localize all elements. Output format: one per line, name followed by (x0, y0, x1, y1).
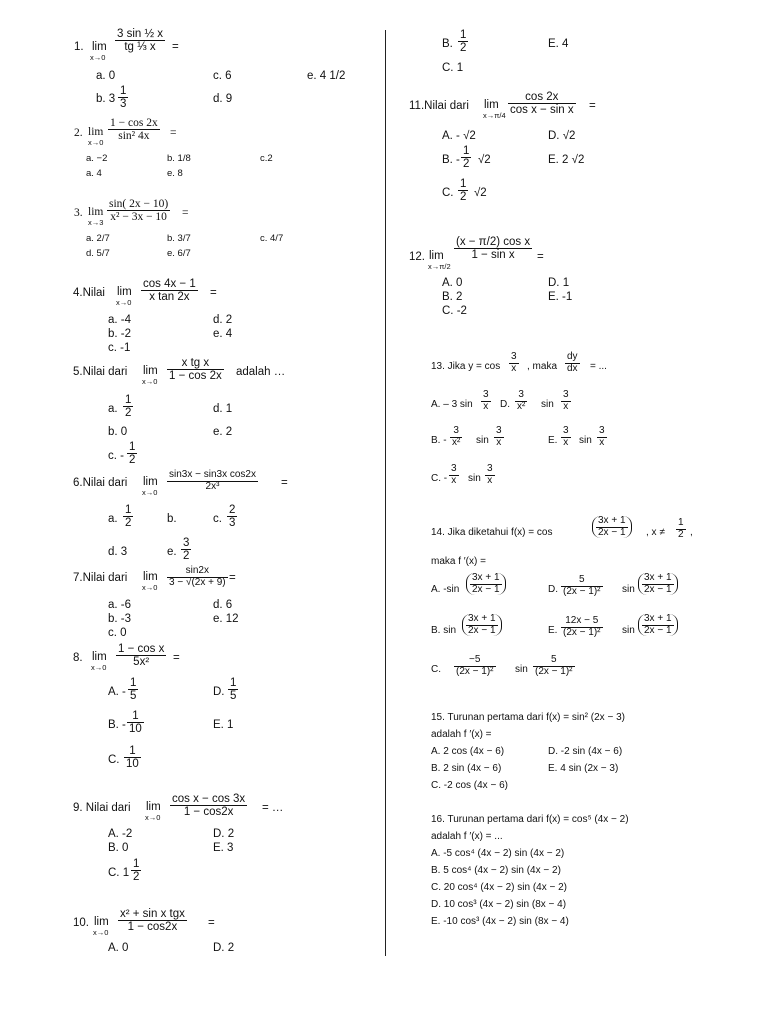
question-number: 1. (74, 41, 84, 53)
option-a: a. -4 (108, 314, 132, 326)
option-d: D. 2 (213, 828, 235, 840)
option-c-fraction: $\frac{1}{2}$ (460, 178, 467, 204)
option-b-fraction: $\frac{3}{\text{x²}}$ (452, 425, 461, 448)
option-c-fraction: $\frac{3}{x}$ (451, 463, 457, 486)
lim-subscript: x→0 (91, 663, 107, 672)
equals-sign: = (281, 477, 288, 489)
option-d-argument: $\frac{3x + 1}{2x - 1}$ (638, 573, 678, 595)
lim-label: lim (94, 916, 109, 928)
lim-label: lim (88, 206, 104, 218)
option-c: c. -1 (108, 342, 131, 354)
lim-subscript: x→0 (90, 53, 106, 62)
option-d: D. (548, 584, 558, 595)
limit-fraction: $\frac{\sin( 2x - 10)}{\text{x² − 3x − 10}}$ (109, 198, 169, 224)
lim-label: lim (143, 476, 158, 488)
option-c: C. (108, 754, 120, 766)
limit-fraction: $\frac{1 - \cos 2x}{\text{sin² 4x}}$ (110, 117, 158, 143)
lim-label: lim (92, 651, 107, 663)
option-b-root: √2 (478, 154, 491, 166)
question-number: 8. (73, 652, 83, 664)
option-d: D. 10 cos³ (4x − 2) sin (8x − 4) (431, 899, 567, 910)
option-d: D. 2 (213, 942, 235, 954)
option-a: a. (108, 403, 118, 415)
option-c-root: √2 (474, 187, 487, 199)
question-number: 11.Nilai dari (409, 100, 469, 112)
option-e-sin: sin (579, 435, 592, 446)
option-b: B. 5 cos⁴ (4x − 2) sin (4x − 2) (431, 865, 561, 876)
question-line-1: 15. Turunan pertama dari f(x) = sin² (2x − 3) (431, 712, 625, 723)
option-e: E. 2 √2 (548, 154, 585, 166)
question-line-2: adalah f ′(x) = ... (431, 831, 503, 842)
option-e: e. 12 (213, 613, 239, 625)
option-c-fraction-2: $\frac{3}{x}$ (487, 463, 493, 486)
option-d: d. 1 (213, 403, 233, 415)
lim-subscript: x→0 (142, 377, 158, 386)
question-number: 5.Nilai dari (73, 366, 128, 378)
question-number: 3. (74, 207, 83, 219)
limit-fraction: $\frac{\cos 4x - 1}{\text{x tan 2x}}$ (143, 278, 196, 304)
question-number: 6.Nilai dari (73, 477, 128, 489)
option-e: E. (548, 625, 558, 636)
option-b: B. - (108, 719, 126, 731)
option-a-fraction: $\frac{1}{2}$ (125, 394, 132, 420)
option-a: A. – 3 sin (431, 399, 473, 410)
limit-fraction: $\frac{\text{x tg x}}{1 - \cos 2x}$ (169, 357, 222, 383)
option-d: d. 6 (213, 599, 233, 611)
equals-sign: = … (262, 802, 284, 814)
option-b: B. - (431, 435, 447, 446)
limit-fraction: $\frac{\text{(x − π/2) cos x}}{\text{1 − sin x}}$ (456, 236, 531, 262)
option-d: D. (213, 686, 225, 698)
option-b: B. 2 sin (4x − 6) (431, 763, 502, 774)
option-b-prefix: b. 3 (96, 93, 116, 105)
option-c-fraction: $\frac{1}{2}$ (129, 441, 136, 467)
stem-fraction: $\frac{3}{x}$ (511, 351, 517, 374)
option-c-fraction-2: $\frac{5}{\text{(2x − 1)²}}$ (535, 654, 573, 677)
option-e: e. 4 1/2 (307, 70, 346, 82)
option-b: B. 0 (108, 842, 129, 854)
option-a2: a. 4 (86, 168, 102, 179)
option-e: e. (167, 546, 177, 558)
question-number: 7.Nilai dari (73, 572, 128, 584)
option-d-fraction: $\frac{3}{\text{x²}}$ (517, 389, 526, 412)
option-c: C. (442, 187, 454, 199)
option-a-fraction: $\frac{1}{5}$ (130, 677, 137, 703)
lim-subscript: x→0 (145, 813, 161, 822)
option-a: A. -2 (108, 828, 133, 840)
option-e: e. 4 (213, 328, 233, 340)
option-a: A. 0 (442, 277, 463, 289)
option-e-fraction: $\frac{12x - 5}{\text{(2x − 1)²}}$ (563, 615, 601, 638)
equals-sign: = (208, 917, 215, 929)
option-b-sin: sin (476, 435, 489, 446)
condition-fraction: $\frac{1}{2}$ (678, 517, 684, 540)
option-a: a. −2 (86, 153, 108, 164)
option-a: A. - √2 (442, 130, 476, 142)
lim-label: lim (429, 250, 444, 262)
option-c: c. (213, 513, 222, 525)
question-number: 4.Nilai (73, 287, 105, 299)
option-c-fraction: $\frac{-5}{\text{(2x − 1)²}}$ (456, 654, 494, 677)
option-c: C. - (431, 473, 448, 484)
option-d-fraction: $\frac{5}{\text{(2x − 1)²}}$ (563, 574, 601, 597)
option-e-fraction: $\frac{3}{2}$ (183, 537, 190, 563)
lim-subscript: x→0 (93, 928, 109, 937)
option-a: a. 2/7 (86, 233, 110, 244)
option-e: E. 3 (213, 842, 234, 854)
stem-condition: , x ≠ (646, 527, 665, 538)
option-d: d. 3 (108, 546, 128, 558)
stem-tail: = ... (590, 361, 607, 372)
limit-fraction: $\frac{\text{3 sin ½ x}}{\text{tg ⅓ x}}$ (117, 28, 164, 54)
option-a: a. -6 (108, 599, 132, 611)
option-b: b. (167, 513, 177, 525)
option-b: b. -3 (108, 613, 132, 625)
option-c: c. 6 (213, 70, 232, 82)
option-b-argument: $\frac{3x + 1}{2x - 1}$ (462, 614, 502, 636)
lim-subscript: x→0 (142, 583, 158, 592)
option-d: D. 1 (548, 277, 570, 289)
limit-fraction: $\frac{\text{x² + sin x tgx}}{1 - \cos 2x}$ (120, 908, 185, 934)
option-e-argument: $\frac{3x + 1}{2x - 1}$ (638, 614, 678, 636)
option-c: C. (431, 664, 441, 675)
option-a: A. -5 cos⁴ (4x − 2) sin (4x − 2) (431, 848, 565, 859)
option-d: D. -2 sin (4x − 6) (548, 746, 623, 757)
option-d-sin: sin (541, 399, 554, 410)
question-number: 10. (73, 917, 89, 929)
option-e: E. (548, 435, 558, 446)
option-a: A. -sin (431, 584, 460, 595)
question-line-2: maka f ′(x) = (431, 556, 486, 567)
option-a: a. 0 (96, 70, 116, 82)
lim-label: lim (88, 126, 104, 138)
option-b: b. -2 (108, 328, 132, 340)
lim-label: lim (143, 571, 158, 583)
option-d: D. (500, 399, 510, 410)
option-c: C. 1 (108, 867, 130, 879)
option-e: E. 4 (548, 38, 569, 50)
option-d-fraction: $\frac{1}{5}$ (230, 677, 237, 703)
option-d-fraction-2: $\frac{3}{x}$ (563, 389, 569, 412)
equals-sign: = (229, 572, 236, 584)
equals-sign: = (170, 127, 177, 139)
question-line-1: 16. Turunan pertama dari f(x) = cos⁵ (4x − 2) (431, 814, 629, 825)
option-c-sin: sin (515, 664, 528, 675)
option-b: B. sin (431, 625, 457, 636)
lim-subscript: x→0 (142, 488, 158, 497)
option-b-fraction: $\frac{1}{3}$ (120, 85, 127, 111)
equals-sign: = (172, 41, 179, 53)
column-divider (385, 30, 386, 956)
option-c: C. -2 cos (4x − 6) (431, 780, 508, 791)
lim-subscript: x→π/2 (428, 262, 451, 271)
option-e-sin: sin (622, 625, 635, 636)
option-b: b. 0 (108, 426, 128, 438)
option-e: E. -10 cos³ (4x − 2) sin (8x − 4) (431, 916, 569, 927)
option-c: C. -2 (442, 305, 467, 317)
option-b: b. 1/8 (167, 153, 191, 164)
question-number: 9. Nilai dari (73, 802, 131, 814)
option-a: A. 0 (108, 942, 129, 954)
limit-fraction: $\frac{\text{sin3x − sin3x cos2x}}{\text{2x³}}$ (169, 469, 256, 492)
option-c: c.2 (260, 153, 273, 164)
option-d: D. √2 (548, 130, 576, 142)
option-e: E. 1 (213, 719, 234, 731)
option-a: a. (108, 513, 118, 525)
option-b: b. 3/7 (167, 233, 191, 244)
derivative-fraction: $\frac{dy}{dx}$ (567, 351, 578, 374)
lim-label: lim (143, 365, 158, 377)
option-b: B. 2 (442, 291, 463, 303)
option-d: d. 2 (213, 314, 233, 326)
equals-sign: = (182, 207, 189, 219)
option-d: d. 5/7 (86, 248, 110, 259)
option-a-fraction: $\frac{1}{2}$ (125, 504, 132, 530)
lim-subscript: x→0 (116, 298, 132, 307)
option-b-fraction: $\frac{1}{2}$ (463, 145, 470, 171)
limit-fraction: $\frac{\text{1 − cos x}}{\text{5x²}}$ (118, 643, 165, 669)
option-c: C. 1 (442, 62, 464, 74)
option-c: c. 0 (108, 627, 127, 639)
stem-comma: , (690, 527, 693, 538)
question-line-2: adalah f ′(x) = (431, 729, 492, 740)
equals-sign: = (537, 251, 544, 263)
option-e: e. 8 (167, 168, 183, 179)
option-d: d. 9 (213, 93, 233, 105)
question-stem: 14. Jika diketahui f(x) = cos (431, 527, 553, 538)
option-a-fraction: $\frac{3}{x}$ (483, 389, 489, 412)
option-e: E. -1 (548, 291, 573, 303)
option-a: A. 2 cos (4x − 6) (431, 746, 505, 757)
option-a-argument: $\frac{3x + 1}{2x - 1}$ (466, 573, 506, 595)
question-stem: 13. Jika y = cos (431, 361, 501, 372)
equals-sign: = (173, 652, 180, 664)
option-e-fraction-2: $\frac{3}{x}$ (599, 425, 605, 448)
option-c: c. - (108, 450, 124, 462)
equals-sign: = (589, 100, 596, 112)
lim-label: lim (92, 41, 107, 53)
option-a: A. - (108, 686, 126, 698)
option-b-fraction-2: $\frac{3}{x}$ (496, 425, 502, 448)
option-c: c. 4/7 (260, 233, 284, 244)
question-number: 2. (74, 127, 83, 139)
option-b: B. (442, 38, 453, 50)
stem-argument: $\frac{3x + 1}{2x - 1}$ (592, 516, 632, 538)
option-d-sin: sin (622, 584, 635, 595)
option-b-fraction: $\frac{1}{10}$ (129, 710, 142, 736)
limit-fraction: $\frac{\cos 2x}{\text{cos x − sin x}}$ (510, 91, 574, 117)
option-c-sin: sin (468, 473, 481, 484)
option-c-fraction: $\frac{1}{2}$ (133, 858, 140, 884)
lim-subscript: x→π/4 (483, 111, 506, 120)
question-tail: adalah … (236, 366, 286, 378)
option-e: e. 2 (213, 426, 233, 438)
lim-subscript: x→3 (88, 218, 104, 227)
lim-label: lim (146, 801, 161, 813)
option-c-fraction: $\frac{2}{3}$ (229, 504, 236, 530)
option-b-fraction: $\frac{1}{2}$ (460, 29, 467, 55)
option-c-fraction: $\frac{1}{10}$ (126, 745, 139, 771)
lim-label: lim (484, 99, 499, 111)
option-e-fraction: $\frac{3}{x}$ (563, 425, 569, 448)
limit-fraction: $\frac{\text{cos x − cos 3x}}{1 - \cos 2x}$ (172, 793, 246, 819)
stem-mid: , maka (527, 361, 558, 372)
option-e: e. 6/7 (167, 248, 191, 259)
lim-label: lim (117, 286, 132, 298)
equals-sign: = (210, 287, 217, 299)
option-c: C. 20 cos⁴ (4x − 2) sin (4x − 2) (431, 882, 568, 893)
question-number: 12. (409, 251, 425, 263)
option-b: B. - (442, 154, 460, 166)
option-e: E. 4 sin (2x − 3) (548, 763, 619, 774)
lim-subscript: x→0 (88, 138, 104, 147)
limit-fraction: $\frac{\sin 2x}{3 - √(2x + 9)}$ (169, 565, 226, 588)
